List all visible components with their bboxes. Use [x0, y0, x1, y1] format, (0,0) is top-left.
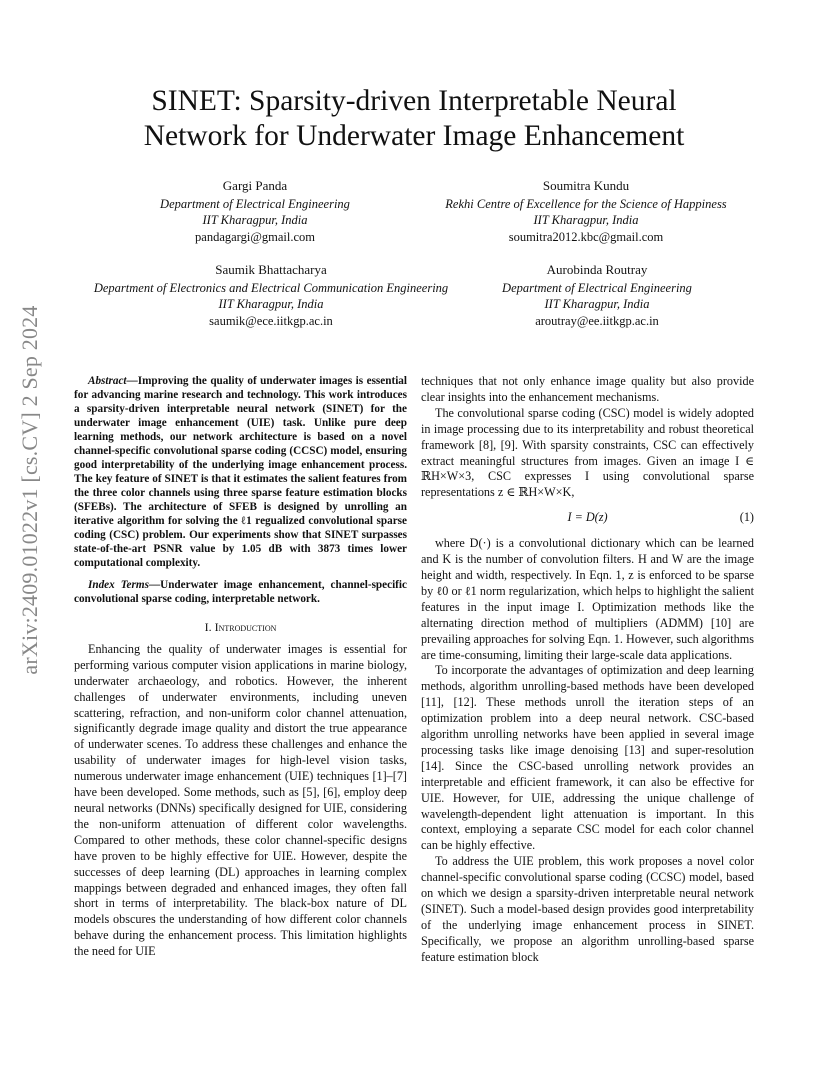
abstract-text: —Improving the quality of underwater images is essential for advancing marine research and technology. This work introduces a sparsity-driven interpretable neural network (SINET) for the underwater image enhancement (UIE) task. Unlike pure deep learning methods, our network architecture is based on a novel channel-specific convolutional sparse coding (CCSC) model, ensuring good interpretability of the underlying image enhancement process. The key feature of SINET is that it estimates the salient features from the three color channels using three sparse feature estimation blocks (SFEBs). The architecture of SFEB is designed by unrolling an iterative algorithm for solving the ℓ1 regualized convolutional sparse coding (CSC) problem. Our experiments show that SINET surpasses state-of-the-art PSNR value by 1.05 dB with 3873 times lower computational complexity.	[74, 375, 407, 569]
body-paragraph: techniques that not only enhance image quality but also provide clear insights into the enhancement mechanisms.	[421, 374, 754, 404]
author-department: Department of Electronics and Electrical Communication Engineering	[93, 280, 449, 295]
author-block	[66, 262, 476, 329]
body-paragraph: where D(·) is a convolutional dictionary which can be learned and K is the number of convolution filters. H and W are the image height and width, respectively. In Eqn. 1, z is enforced to be sparse by ℓ0 or ℓ1 norm regularization, which helps to highlight the salient features in the input image I. Optimization methods like the alternating direction method of multipliers (ADMM) [10] are prevailing approaches for solving Eqn. 1. However, such algorithms are time-consuming, limiting their large-scale data applications.	[421, 536, 754, 662]
arxiv-identifier: arXiv:2409.01022v1 [cs.CV] 2 Sep 2024	[17, 305, 42, 675]
paper-title: SINET: Sparsity-driven Interpretable Neural Network for Underwater Image Enhancement	[143, 85, 685, 152]
index-terms	[74, 578, 407, 606]
section-heading: I. Introduction	[204, 620, 277, 634]
author-department: Department of Electrical Engineering	[160, 196, 350, 211]
author-institution: IIT Kharagpur, India	[218, 297, 324, 311]
author-email[interactable]: soumitra2012.kbc@gmail.com	[508, 229, 664, 244]
right-column	[421, 374, 754, 966]
body-paragraph: To incorporate the advantages of optimization and deep learning methods, algorithm unrolling-based methods have been developed [11], [12]. These methods unroll the iteration steps of an optimization problem into a deep neural network. CSC-based algorithm unrolling networks have been applied in several image processing tasks like image denoising [13] and super-resolution [14]. Since the CSC-based unrolling network provides an interpretable and efficient framework, it can also be effective for UIE. However, for UIE, addressing the unique challenge of wavelength-dependent light attenuation is important. In this context, employing a separate CSC model for each color channel can be highly effective.	[421, 663, 754, 853]
author-institution: IIT Kharagpur, India	[533, 213, 639, 227]
author-department: Department of Electrical Engineering	[502, 280, 692, 295]
equation-number: (1)	[739, 510, 754, 525]
author-email[interactable]: saumik@ece.iitkgp.ac.in	[209, 313, 333, 328]
author-name: Soumitra Kundu	[542, 178, 630, 193]
author-department: Rekhi Centre of Excellence for the Science of Happiness	[445, 196, 727, 211]
author-name: Saumik Bhattacharya	[215, 262, 327, 277]
index-terms-text: —Underwater image enhancement, channel-specific convolutional sparse coding, interpretable network.	[74, 579, 407, 605]
author-email[interactable]: aroutray@ee.iitkgp.ac.in	[535, 313, 659, 328]
author-block	[486, 262, 708, 329]
author-institution: IIT Kharagpur, India	[202, 213, 308, 227]
author-institution: IIT Kharagpur, India	[544, 297, 650, 311]
equation-body: I = D(z)	[567, 510, 608, 525]
abstract-label: Abstract	[88, 375, 127, 387]
author-block	[124, 178, 386, 245]
body-paragraph: The convolutional sparse coding (CSC) model is widely adopted in image processing due to its interpretability and robust theoretical framework [8], [9]. With sparsity constraints, CSC can effectively extract meaningful structures from images. Given an image I ∈ ℝH×W×3, CSC expresses I using convolutional sparse representations z ∈ ℝH×W×K,	[421, 405, 754, 500]
index-terms-label: Index Terms	[88, 579, 149, 591]
equation	[421, 510, 754, 526]
author-block	[420, 178, 752, 245]
body-paragraph: Enhancing the quality of underwater images is essential for performing various computer vision applications in marine biology, underwater archaeology, and robotics. However, the inherent challenges of underwater environments, including uneven scattering, refraction, and non-uniform color channel attenuation, significantly degrade image quality and distort the true appearance of underwater scenes. To address these challenges and enhance the usability of underwater images for high-level vision tasks, numerous underwater image enhancement (UIE) techniques [1]–[7] have been developed. Some methods, such as [5], [6], employ deep neural networks (DNNs) specifically designed for UIE, considering the non-uniform attenuation of different color wavelengths. Compared to other methods, these color channel-specific designs have proven to be highly effective for UIE. However, despite the successes of deep learning (DL) approaches in learning complex mappings between degraded and enhanced images, they often fall short in terms of interpretability. The black-box nature of DL models obscures the understanding of how different color channels behave during the enhancement process. This limitation highlights the need for UIE	[74, 641, 407, 959]
author-name: Gargi Panda	[222, 178, 288, 193]
abstract	[74, 374, 407, 570]
author-email[interactable]: pandagargi@gmail.com	[195, 229, 315, 244]
author-name: Aurobinda Routray	[546, 262, 648, 277]
left-column	[74, 374, 407, 960]
body-paragraph: To address the UIE problem, this work proposes a novel color channel-specific convolutional sparse coding (CCSC) model, based on which we design a sparsity-driven interpretable neural network (SINET). Such a model-based design provides good interpretability of the underlying image enhancement process in SINET. Specifically, we propose an algorithm unrolling-based sparse feature estimation block	[421, 854, 754, 964]
